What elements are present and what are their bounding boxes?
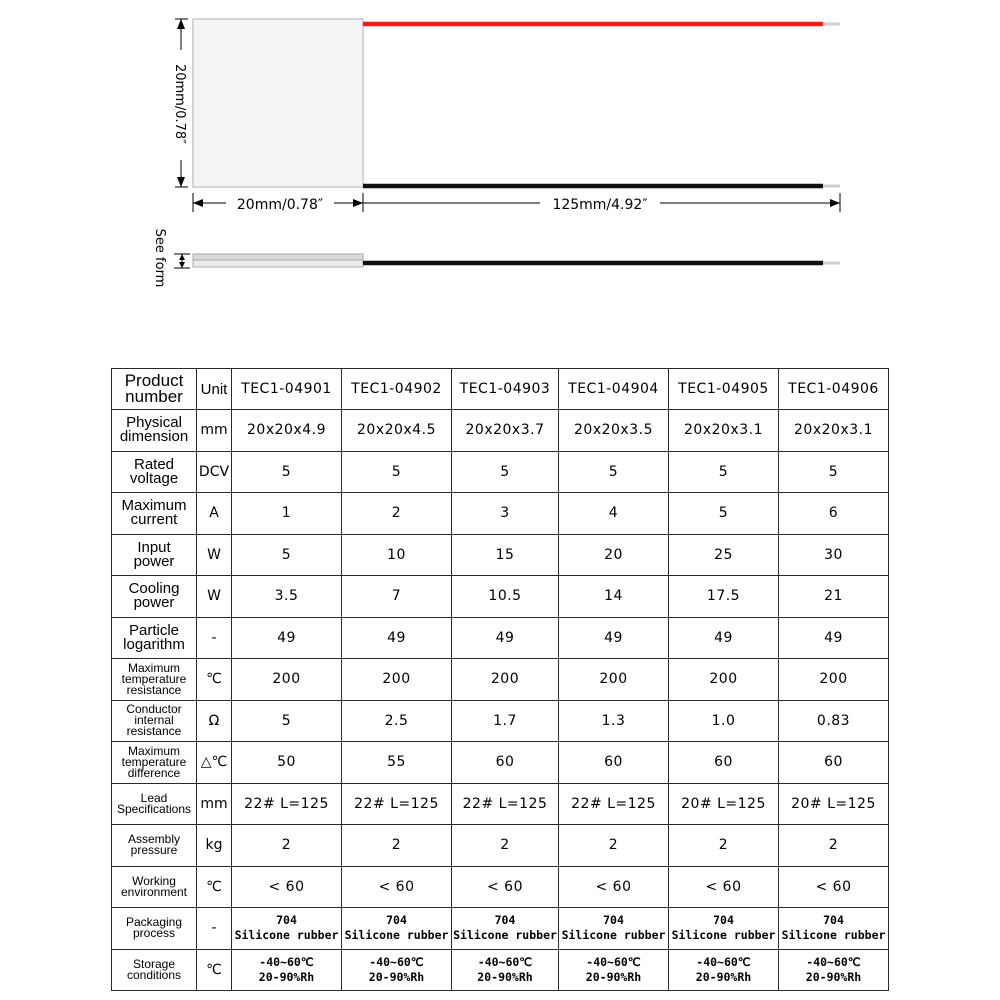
value-cell: 60 [779, 742, 889, 784]
specification-table [111, 368, 889, 991]
value-cell: 20# L=125 [669, 783, 779, 825]
value-cell: 704 Silicone rubber [779, 908, 889, 950]
table-row [112, 617, 889, 659]
parameter-unit: ℃ [197, 866, 232, 908]
table-row [112, 576, 889, 618]
parameter-name: Assembly pressure [112, 825, 197, 867]
value-cell: 20x20x3.5 [559, 410, 669, 452]
table-body [112, 410, 889, 991]
value-cell: -40~60℃ 20-90%Rh [779, 949, 889, 991]
value-cell: -40~60℃ 20-90%Rh [342, 949, 452, 991]
value-cell: 49 [342, 617, 452, 659]
table-row [112, 742, 889, 784]
value-cell: 10.5 [452, 576, 559, 618]
value-cell: 3.5 [232, 576, 342, 618]
parameter-unit: mm [197, 410, 232, 452]
parameter-name: Packaging process [112, 908, 197, 950]
width-dimension-label: 20mm/0.78″ [236, 197, 324, 213]
value-cell: 25 [669, 534, 779, 576]
parameter-unit: Ω [197, 700, 232, 742]
value-cell: 5 [452, 451, 559, 493]
parameter-unit: DCV [197, 451, 232, 493]
value-cell: -40~60℃ 20-90%Rh [232, 949, 342, 991]
value-cell: 20# L=125 [779, 783, 889, 825]
table-row [112, 410, 889, 452]
value-cell: 2 [342, 493, 452, 535]
value-cell: 5 [232, 700, 342, 742]
value-cell: 704 Silicone rubber [232, 908, 342, 950]
value-cell: 1.3 [559, 700, 669, 742]
value-cell: 200 [452, 659, 559, 701]
value-cell: 2 [559, 825, 669, 867]
value-cell: 1.0 [669, 700, 779, 742]
header-model: TEC1-04902 [342, 369, 452, 410]
value-cell: 22# L=125 [342, 783, 452, 825]
value-cell: 1 [232, 493, 342, 535]
value-cell: 14 [559, 576, 669, 618]
parameter-unit: △℃ [197, 742, 232, 784]
value-cell: 10 [342, 534, 452, 576]
table-row [112, 659, 889, 701]
parameter-unit: ℃ [197, 659, 232, 701]
value-cell: 704 Silicone rubber [669, 908, 779, 950]
value-cell: < 60 [232, 866, 342, 908]
value-cell: 5 [342, 451, 452, 493]
parameter-unit: A [197, 493, 232, 535]
value-cell: 200 [232, 659, 342, 701]
value-cell: 3 [452, 493, 559, 535]
value-cell: 704 Silicone rubber [342, 908, 452, 950]
parameter-name: Lead Specifications [112, 783, 197, 825]
table-row [112, 908, 889, 950]
value-cell: 2 [669, 825, 779, 867]
value-cell: 200 [559, 659, 669, 701]
value-cell: 5 [669, 493, 779, 535]
tec-module-plate [193, 19, 363, 187]
tec-module-side [193, 254, 363, 260]
value-cell: -40~60℃ 20-90%Rh [669, 949, 779, 991]
value-cell: 55 [342, 742, 452, 784]
value-cell: 49 [779, 617, 889, 659]
value-cell: 20x20x3.1 [779, 410, 889, 452]
value-cell: 2 [779, 825, 889, 867]
header-model: TEC1-04903 [452, 369, 559, 410]
value-cell: 60 [452, 742, 559, 784]
value-cell: 5 [669, 451, 779, 493]
table-row [112, 451, 889, 493]
value-cell: < 60 [559, 866, 669, 908]
header-product-number: Product number [112, 369, 197, 410]
value-cell: 0.83 [779, 700, 889, 742]
header-model: TEC1-04904 [559, 369, 669, 410]
value-cell: 6 [779, 493, 889, 535]
value-cell: 60 [559, 742, 669, 784]
parameter-name: Input power [112, 534, 197, 576]
value-cell: 49 [559, 617, 669, 659]
parameter-unit: ℃ [197, 949, 232, 991]
value-cell: -40~60℃ 20-90%Rh [452, 949, 559, 991]
value-cell: 704 Silicone rubber [559, 908, 669, 950]
parameter-unit: - [197, 617, 232, 659]
value-cell: 2 [232, 825, 342, 867]
parameter-unit: mm [197, 783, 232, 825]
value-cell: 30 [779, 534, 889, 576]
value-cell: 5 [779, 451, 889, 493]
value-cell: -40~60℃ 20-90%Rh [559, 949, 669, 991]
table-row [112, 700, 889, 742]
value-cell: 17.5 [669, 576, 779, 618]
table-row [112, 783, 889, 825]
parameter-name: Cooling power [112, 576, 197, 618]
lead-length-dimension-label: 125mm/4.92″ [552, 197, 648, 213]
parameter-name: Conductor internal resistance [112, 700, 197, 742]
value-cell: 60 [669, 742, 779, 784]
value-cell: 21 [779, 576, 889, 618]
table-row [112, 866, 889, 908]
value-cell: 7 [342, 576, 452, 618]
parameter-name: Physical dimension [112, 410, 197, 452]
value-cell: 20x20x4.5 [342, 410, 452, 452]
value-cell: 5 [559, 451, 669, 493]
value-cell: 2.5 [342, 700, 452, 742]
value-cell: 49 [669, 617, 779, 659]
value-cell: 20x20x3.1 [669, 410, 779, 452]
value-cell: < 60 [779, 866, 889, 908]
value-cell: 20 [559, 534, 669, 576]
value-cell: 5 [232, 451, 342, 493]
value-cell: 22# L=125 [452, 783, 559, 825]
table-row [112, 949, 889, 991]
parameter-unit: kg [197, 825, 232, 867]
parameter-unit: W [197, 576, 232, 618]
table-row [112, 534, 889, 576]
thickness-dimension-label: See form [152, 228, 167, 288]
value-cell: 200 [669, 659, 779, 701]
parameter-name: Working environment [112, 866, 197, 908]
parameter-unit: W [197, 534, 232, 576]
value-cell: 50 [232, 742, 342, 784]
value-cell: < 60 [342, 866, 452, 908]
value-cell: 1.7 [452, 700, 559, 742]
value-cell: 200 [779, 659, 889, 701]
value-cell: 5 [232, 534, 342, 576]
height-dimension-label: 20mm/0.78″ [172, 63, 187, 145]
value-cell: 704 Silicone rubber [452, 908, 559, 950]
parameter-name: Particle logarithm [112, 617, 197, 659]
table-row [112, 825, 889, 867]
parameter-unit: - [197, 908, 232, 950]
module-drawing [0, 0, 1000, 300]
value-cell: 2 [452, 825, 559, 867]
value-cell: < 60 [669, 866, 779, 908]
value-cell: 2 [342, 825, 452, 867]
header-model: TEC1-04901 [232, 369, 342, 410]
header-model: TEC1-04906 [779, 369, 889, 410]
value-cell: 49 [452, 617, 559, 659]
value-cell: 49 [232, 617, 342, 659]
value-cell: 4 [559, 493, 669, 535]
table-row [112, 493, 889, 535]
parameter-name: Storage conditions [112, 949, 197, 991]
value-cell: 15 [452, 534, 559, 576]
parameter-name: Maximum temperature resistance [112, 659, 197, 701]
value-cell: < 60 [452, 866, 559, 908]
value-cell: 200 [342, 659, 452, 701]
header-model: TEC1-04905 [669, 369, 779, 410]
parameter-name: Maximum temperature difference [112, 742, 197, 784]
value-cell: 20x20x3.7 [452, 410, 559, 452]
parameter-name: Maximum current [112, 493, 197, 535]
parameter-name: Rated voltage [112, 451, 197, 493]
value-cell: 20x20x4.9 [232, 410, 342, 452]
value-cell: 22# L=125 [559, 783, 669, 825]
value-cell: 22# L=125 [232, 783, 342, 825]
table-header-row [112, 369, 889, 410]
dimension-drawing [0, 0, 1000, 300]
header-unit: Unit [197, 369, 232, 410]
